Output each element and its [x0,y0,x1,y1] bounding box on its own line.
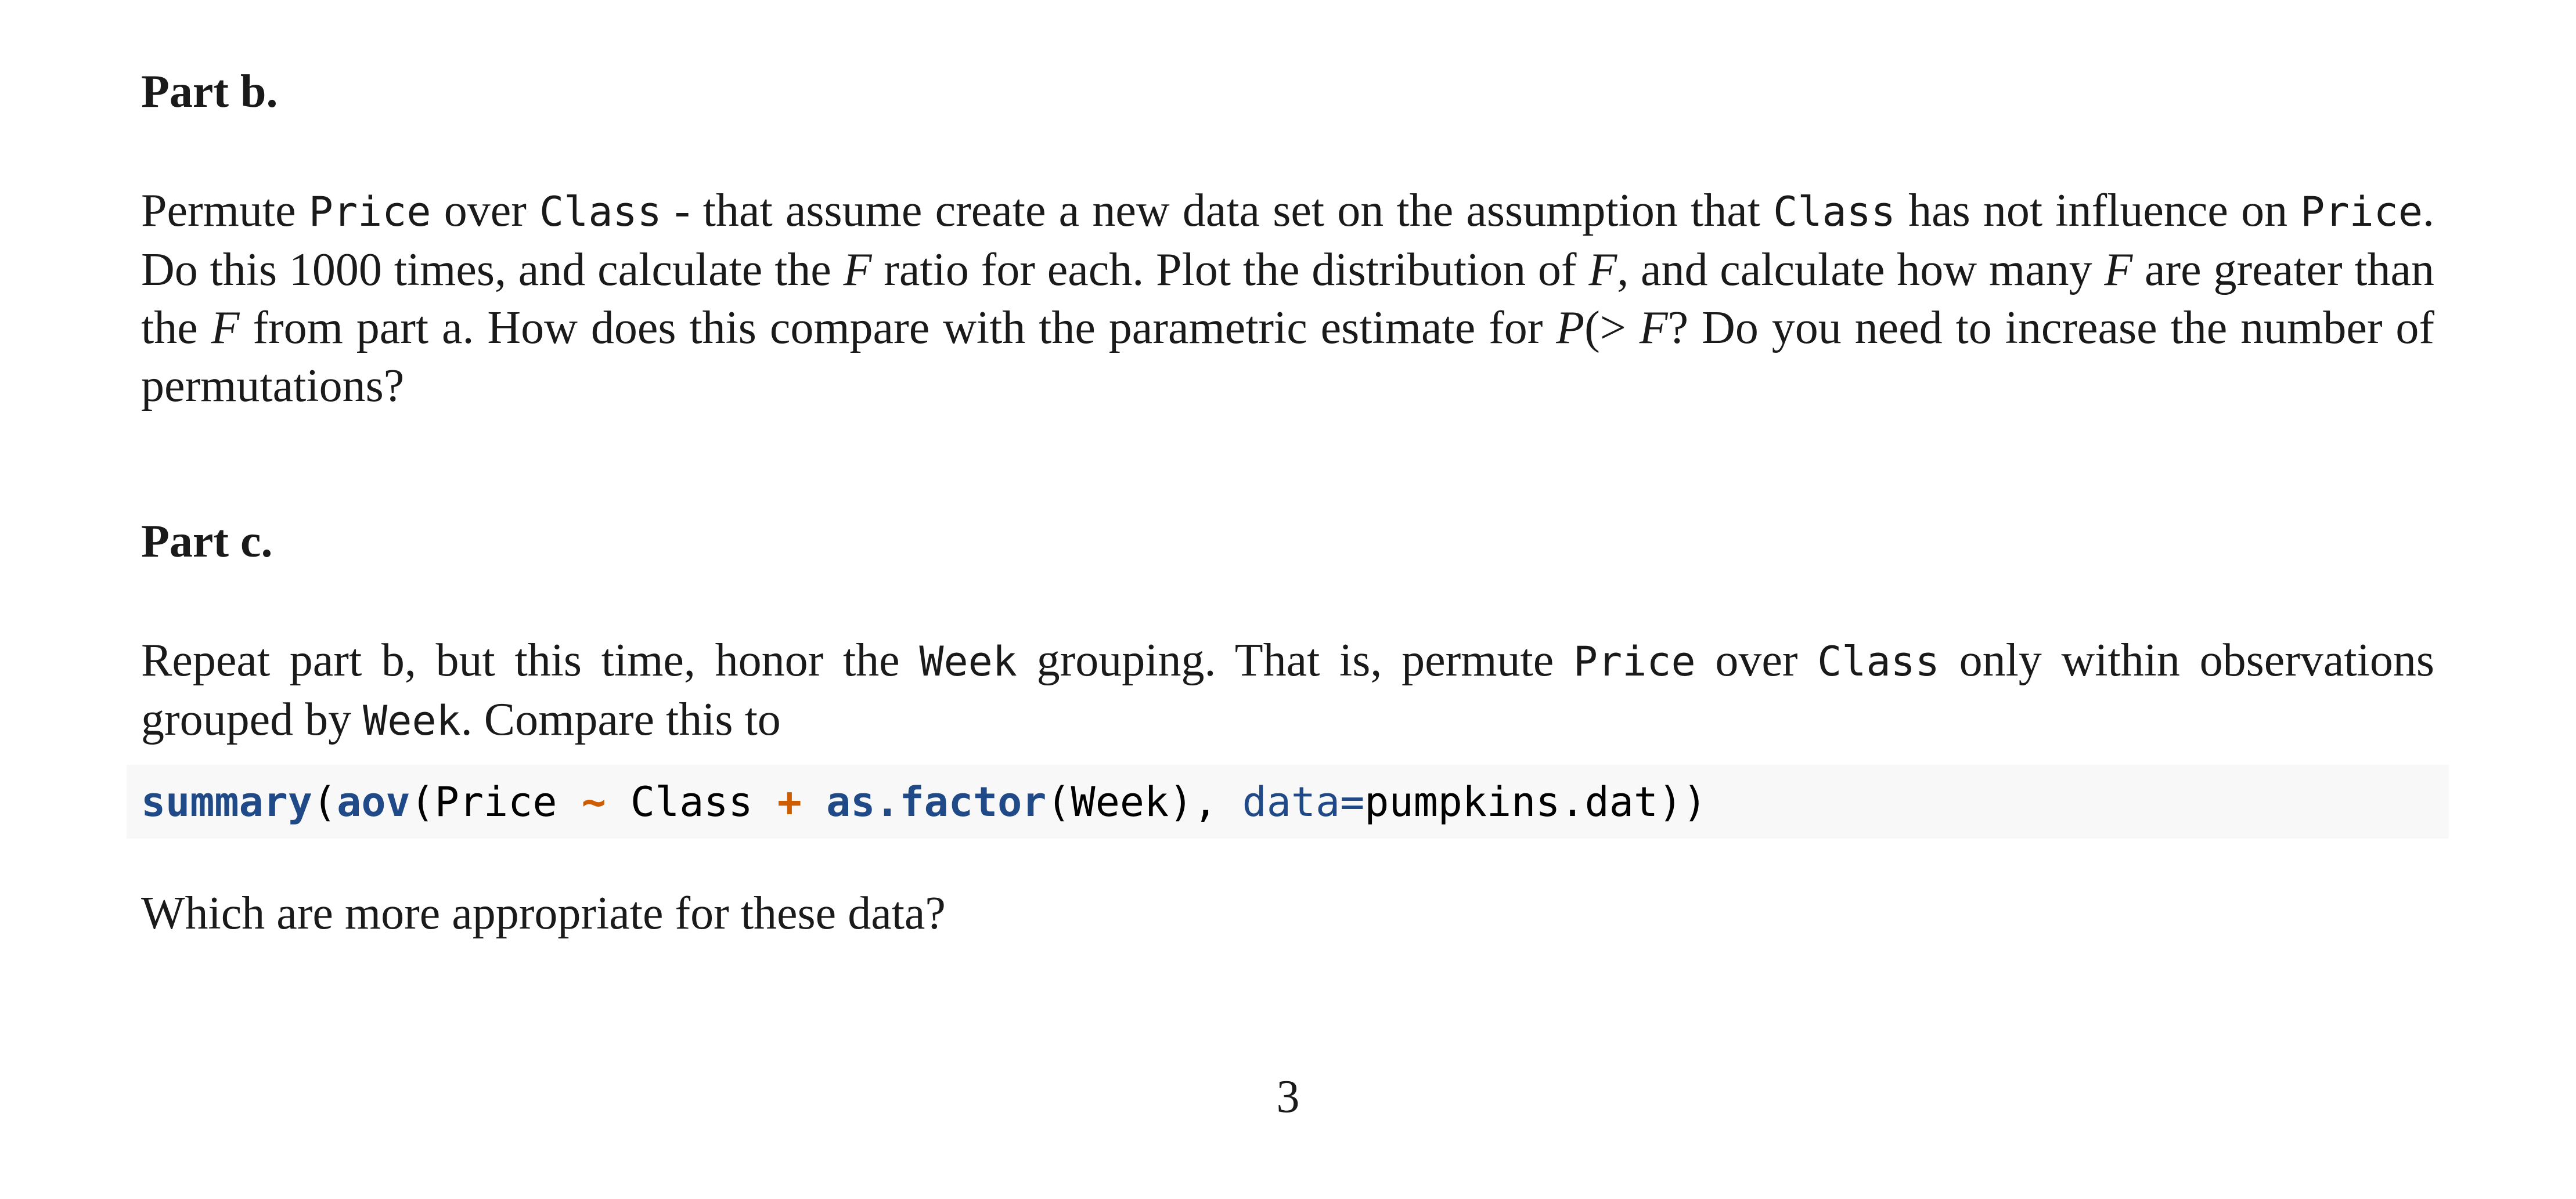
code-operator: + [777,778,802,826]
math-f: F [843,244,872,295]
text-span: Permute [141,185,309,236]
part-c-heading: Part c. [141,516,273,567]
code-text [802,778,826,826]
code-function: aov [337,778,410,826]
code-text: (Week), [1046,778,1242,826]
code-price: Price [2300,188,2423,236]
code-week: Week [363,697,461,745]
text-span: . Compare this to [460,694,781,745]
code-class: Class [1773,188,1896,236]
text-span: - that assume create a new data set on the assumption that [661,185,1774,236]
page-number: 3 [1276,1071,1300,1122]
code-price: Price [308,188,431,236]
text-span: . Do this 1000 times, and calculate the [141,185,2435,295]
text-span: ? Do you need to increase the number of permutations? [141,302,2435,411]
closing-question: Which are more appropriate for these data? [141,888,946,939]
code-week: Week [919,638,1017,685]
text-span: over [1695,635,1818,686]
code-text: pumpkins.dat)) [1364,778,1707,826]
text-span: ratio for each. Plot the distribution of [871,244,1589,295]
code-operator: ~ [581,778,606,826]
text-span: over [431,185,540,236]
text-span: grouping. That is, permute [1017,635,1573,686]
text-span: has not influence on [1895,185,2301,236]
code-argument: data [1242,778,1341,826]
code-function: summary [141,778,313,826]
math-f: F [1639,302,1668,353]
part-b-paragraph [141,182,2434,415]
text-span: from part a. How does this compare with the parametric estimate for [239,302,1557,353]
part-c-paragraph [141,631,2434,750]
math-f: F [2104,244,2133,295]
code-text: Class [606,778,777,826]
math-p: P [1556,302,1585,353]
text-span: only within observations grouped by [141,635,2434,745]
code-text: (Price [410,778,582,826]
code-price: Price [1573,638,1696,685]
code-function: as.factor [826,778,1047,826]
part-b-heading: Part b. [141,66,278,117]
math-f: F [1588,244,1617,295]
math-f: F [211,302,240,353]
code-class: Class [1817,638,1940,685]
code-operator: = [1340,778,1365,826]
text-span: are greater than the [141,244,2435,353]
code-text: ( [312,778,337,826]
text-span: Repeat part b, but this time, honor the [141,635,920,686]
code-class: Class [539,188,662,236]
text-span: (> [1584,302,1640,353]
code-block [127,765,2449,839]
text-span: , and calculate how many [1617,244,2105,295]
